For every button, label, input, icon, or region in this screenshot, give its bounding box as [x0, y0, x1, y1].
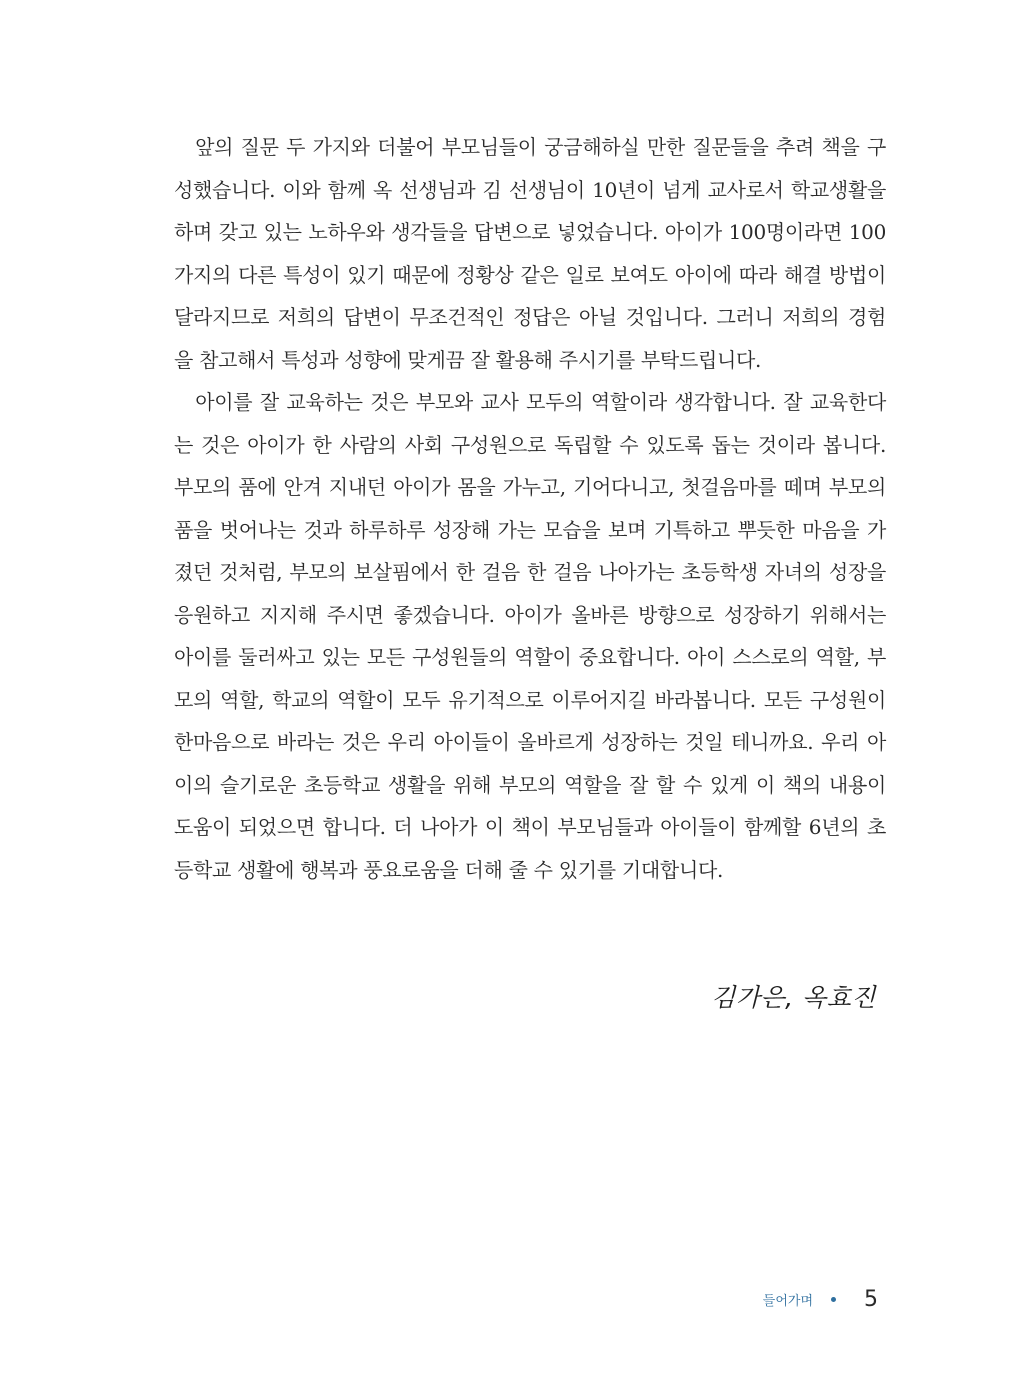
text-line: 을 참고해서 특성과 성향에 맞게끔 잘 활용해 주시기를 부탁드립니다. [174, 347, 762, 372]
text-line: 모의 역할, 학교의 역할이 모두 유기적으로 이루어지길 바라봅니다. 모든 구성원이 [174, 687, 886, 712]
bullet-icon [831, 1297, 836, 1302]
text-line: 하며 갖고 있는 노하우와 생각들을 답변으로 넣었습니다. 아이가 100명이라면 100 [174, 220, 886, 244]
text-line: 품을 벗어나는 것과 하루하루 성장해 가는 모습을 보며 기특하고 뿌듯한 마음을 가 [174, 517, 886, 542]
text-line: 도움이 되었으면 합니다. 더 나아가 이 책이 부모님들과 아이들이 함께할 6년의 초 [174, 815, 886, 839]
text-line: 부모의 품에 안겨 지내던 아이가 몸을 가누고, 기어다니고, 첫걸음마를 떼며 부모의 [174, 475, 886, 499]
text-line: 가지의 다른 특성이 있기 때문에 정황상 같은 일로 보여도 아이에 따라 해결 방법이 [174, 262, 886, 287]
text-line: 한마음으로 바라는 것은 우리 아이들이 올바르게 성장하는 것일 테니까요. 우리 아 [174, 730, 886, 754]
text-line: 응원하고 지지해 주시면 좋겠습니다. 아이가 올바른 방향으로 성장하기 위해서는 [174, 602, 886, 627]
text-line: 이의 슬기로운 초등학교 생활을 위해 부모의 역할을 잘 할 수 있게 이 책의 내용이 [174, 772, 886, 797]
text-line: 아이를 둘러싸고 있는 모든 구성원들의 역할이 중요합니다. 아이 스스로의 역할, 부 [174, 645, 886, 669]
text-line: 졌던 것처럼, 부모의 보살핌에서 한 걸음 한 걸음 나아가는 초등학생 자녀의 성장을 [174, 560, 886, 584]
text-line: 달라지므로 저희의 답변이 무조건적인 정답은 아닐 것입니다. 그러니 저희의 경험 [174, 305, 886, 329]
page-footer [763, 1287, 878, 1312]
text-line: 등학교 생활에 행복과 풍요로움을 더해 줄 수 있기를 기대합니다. [174, 857, 724, 882]
text-line: 앞의 질문 두 가지와 더불어 부모님들이 궁금해하실 만한 질문들을 추려 책을 구 [174, 135, 886, 159]
text-line: 아이를 잘 교육하는 것은 부모와 교사 모두의 역할이라 생각합니다. 잘 교육한다 [174, 390, 886, 414]
body-text [174, 126, 886, 891]
page-number: 5 [864, 1287, 878, 1312]
text-line: 성했습니다. 이와 함께 옥 선생님과 김 선생님이 10년이 넘게 교사로서 학교생활을 [174, 177, 886, 202]
text-line: 는 것은 아이가 한 사람의 사회 구성원으로 독립할 수 있도록 돕는 것이라 봅니다. [174, 432, 886, 457]
running-section-title: 들어가며 [762, 1294, 813, 1309]
author-signature: 김가은, 옥효진 [711, 983, 876, 1012]
